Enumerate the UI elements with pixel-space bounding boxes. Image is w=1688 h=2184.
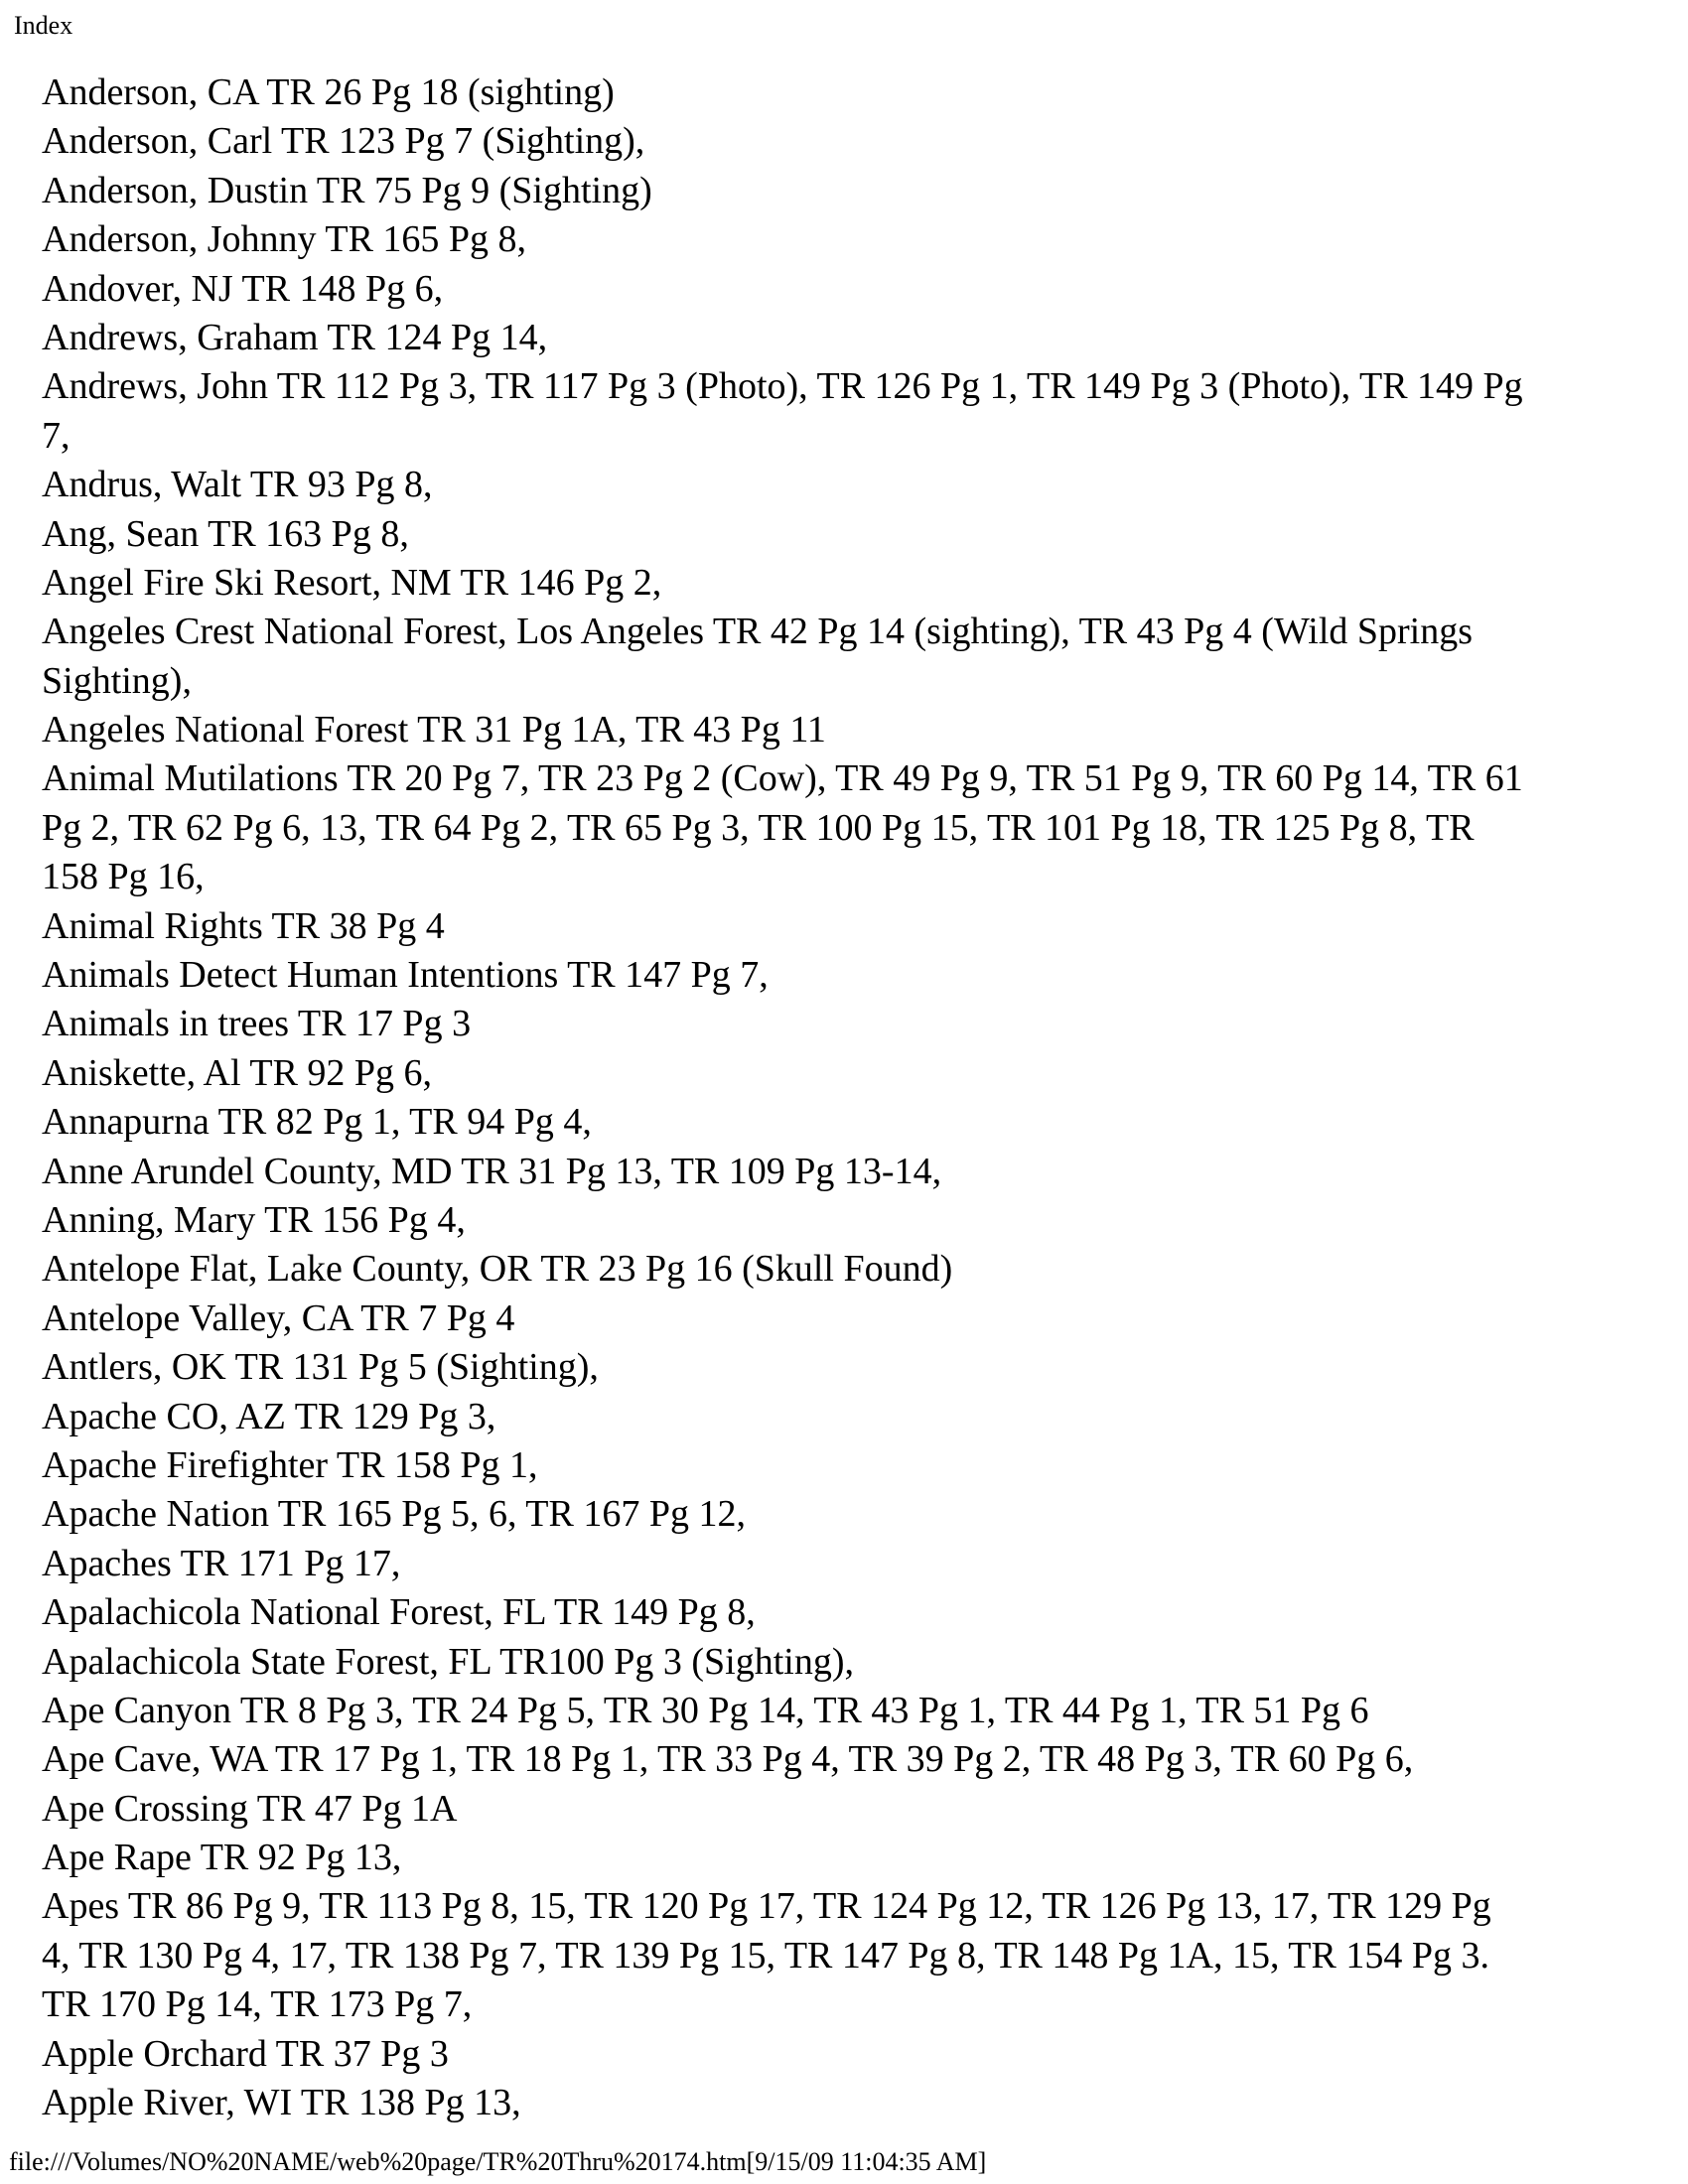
index-line: Apache Nation TR 165 Pg 5, 6, TR 167 Pg 12,	[42, 1493, 746, 1536]
index-line: 4, TR 130 Pg 4, 17, TR 138 Pg 7, TR 139 Pg 15, TR 147 Pg 8, TR 148 Pg 1A, 15, TR 154 Pg 3.	[42, 1934, 1489, 1977]
index-line: Apple River, WI TR 138 Pg 13,	[42, 2082, 521, 2124]
file-path-footer: file:///Volumes/NO%20NAME/web%20page/TR%20Thru%20174.htm[9/15/09 11:04:35 AM]	[9, 2147, 987, 2176]
index-line: Antlers, OK TR 131 Pg 5 (Sighting),	[42, 1346, 599, 1389]
index-line: Anderson, CA TR 26 Pg 18 (sighting)	[42, 71, 615, 113]
index-line: Animal Mutilations TR 20 Pg 7, TR 23 Pg 2 (Cow), TR 49 Pg 9, TR 51 Pg 9, TR 60 Pg 14, TR 61	[42, 757, 1523, 800]
index-line: Anning, Mary TR 156 Pg 4,	[42, 1198, 466, 1241]
index-line: Apalachicola National Forest, FL TR 149 Pg 8,	[42, 1591, 756, 1634]
index-line: Anne Arundel County, MD TR 31 Pg 13, TR 109 Pg 13-14,	[42, 1150, 942, 1192]
index-line: Apaches TR 171 Pg 17,	[42, 1542, 401, 1584]
index-line: Andrews, Graham TR 124 Pg 14,	[42, 316, 548, 358]
index-line: Angeles Crest National Forest, Los Angeles TR 42 Pg 14 (sighting), TR 43 Pg 4 (Wild Springs	[42, 611, 1474, 653]
index-line: 158 Pg 16,	[42, 856, 205, 898]
index-line: Apache CO, AZ TR 129 Pg 3,	[42, 1395, 496, 1437]
index-line: Animals in trees TR 17 Pg 3	[42, 1003, 472, 1045]
index-line: Ape Rape TR 92 Pg 13,	[42, 1837, 402, 1879]
index-line: Ape Crossing TR 47 Pg 1A	[42, 1787, 458, 1830]
index-line: Apes TR 86 Pg 9, TR 113 Pg 8, 15, TR 120 Pg 17, TR 124 Pg 12, TR 126 Pg 13, 17, TR 129 Pg	[42, 1885, 1491, 1928]
index-line: Pg 2, TR 62 Pg 6, 13, TR 64 Pg 2, TR 65 Pg 3, TR 100 Pg 15, TR 101 Pg 18, TR 125 Pg 8, TR	[42, 806, 1475, 849]
page-title: Index	[14, 11, 73, 40]
index-line: Antelope Flat, Lake County, OR TR 23 Pg 16 (Skull Found)	[42, 1248, 953, 1291]
index-line: Animals Detect Human Intentions TR 147 Pg 7,	[42, 954, 769, 997]
index-line: Animal Rights TR 38 Pg 4	[42, 904, 445, 947]
index-line: Sighting),	[42, 659, 192, 702]
index-line: Apache Firefighter TR 158 Pg 1,	[42, 1443, 538, 1486]
index-line: Apalachicola State Forest, FL TR100 Pg 3 (Sighting),	[42, 1640, 854, 1683]
index-line: Andrews, John TR 112 Pg 3, TR 117 Pg 3 (Photo), TR 126 Pg 1, TR 149 Pg 3 (Photo), TR 149 Pg	[42, 365, 1523, 408]
index-line: Ape Canyon TR 8 Pg 3, TR 24 Pg 5, TR 30 Pg 14, TR 43 Pg 1, TR 44 Pg 1, TR 51 Pg 6	[42, 1689, 1369, 1731]
index-line: Ang, Sean TR 163 Pg 8,	[42, 512, 409, 555]
index-line: 7,	[42, 414, 70, 457]
index-line: Andover, NJ TR 148 Pg 6,	[42, 267, 444, 310]
index-line: Angeles National Forest TR 31 Pg 1A, TR 43 Pg 11	[42, 709, 826, 751]
index-line: Apple Orchard TR 37 Pg 3	[42, 2032, 449, 2075]
index-list	[42, 68, 1660, 2127]
index-line: Andrus, Walt TR 93 Pg 8,	[42, 464, 433, 506]
index-line: Anderson, Johnny TR 165 Pg 8,	[42, 218, 527, 261]
index-line: Angel Fire Ski Resort, NM TR 146 Pg 2,	[42, 561, 662, 604]
index-line: Anderson, Carl TR 123 Pg 7 (Sighting),	[42, 120, 645, 163]
index-line: Anderson, Dustin TR 75 Pg 9 (Sighting)	[42, 169, 652, 211]
index-line: Ape Cave, WA TR 17 Pg 1, TR 18 Pg 1, TR 33 Pg 4, TR 39 Pg 2, TR 48 Pg 3, TR 60 Pg 6,	[42, 1738, 1414, 1781]
index-line: Annapurna TR 82 Pg 1, TR 94 Pg 4,	[42, 1101, 592, 1144]
index-line: Antelope Valley, CA TR 7 Pg 4	[42, 1297, 515, 1339]
index-line: Aniskette, Al TR 92 Pg 6,	[42, 1051, 433, 1094]
index-line: TR 170 Pg 14, TR 173 Pg 7,	[42, 1983, 473, 2026]
